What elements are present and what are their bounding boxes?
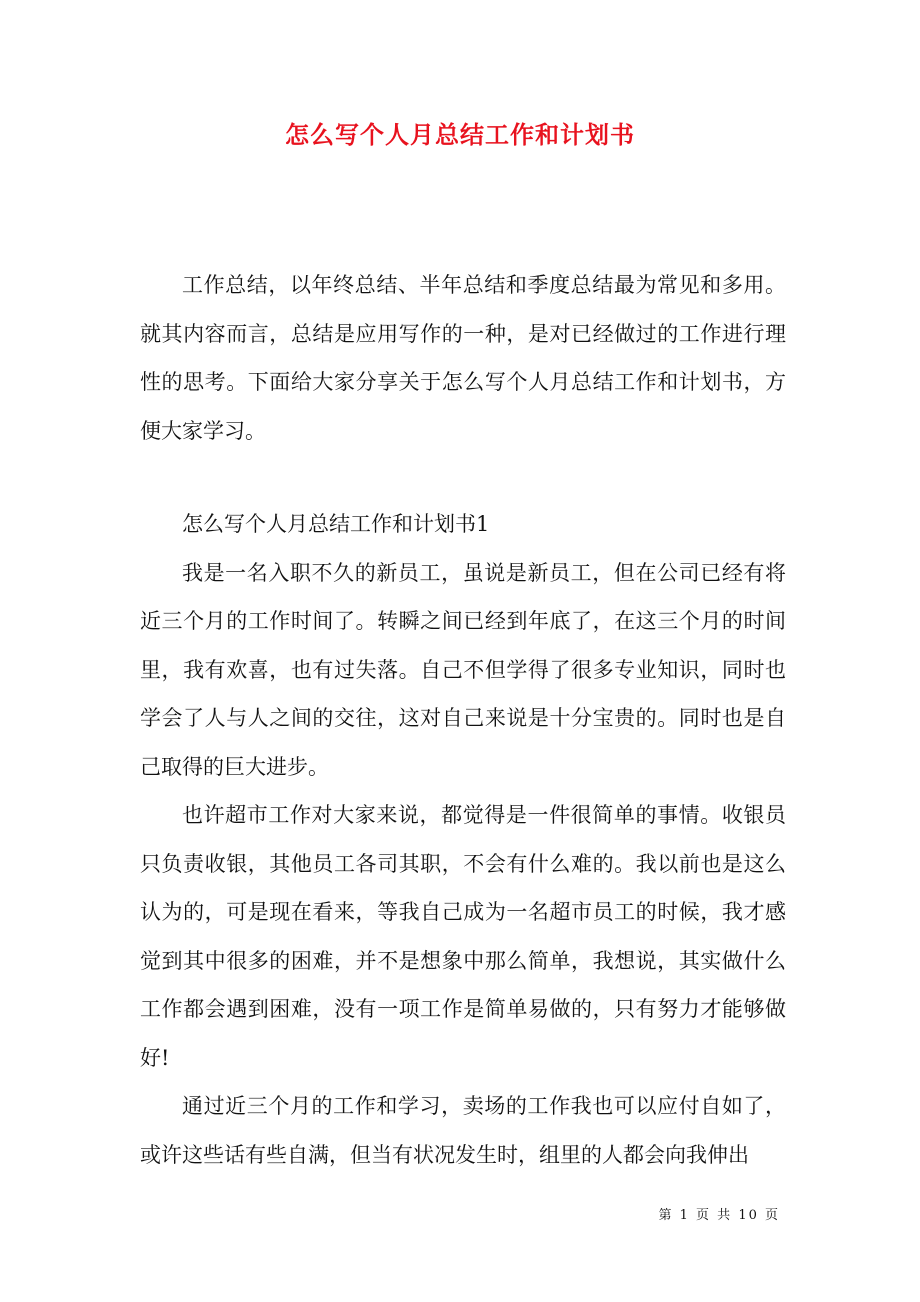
page-number-footer: 第 1 页 共 10 页 <box>658 1208 780 1223</box>
section-heading: 怎么写个人月总结工作和计划书1 <box>182 512 490 536</box>
body-paragraph-1: 我是一名入职不久的新员工，虽说是新员工，但在公司已经有将近三个月的工作时间了。转瞬之间已经到年底了，在这三个月的时间里，我有欢喜，也有过失落。自己不但学得了很多专业知识，同时也学会了人与人之间的交往，这对自己来说是十分宝贵的。同时也是自己取得的巨大进步。 <box>140 560 786 779</box>
body-paragraph-3: 通过近三个月的工作和学习，卖场的工作我也可以应付自如了，或许这些话有些自满，但当有状况发生时，组里的人都会向我伸出 <box>140 1094 786 1167</box>
document-title: 怎么写个人月总结工作和计划书 <box>285 120 635 149</box>
section-block <box>140 500 786 1179</box>
intro-block <box>140 261 786 455</box>
intro-paragraph: 工作总结，以年终总结、半年总结和季度总结最为常见和多用。就其内容而言，总结是应用写作的一种，是对已经做过的工作进行理性的思考。下面给大家分享关于怎么写个人月总结工作和计划书，方便大家学习。 <box>140 273 786 443</box>
body-paragraph-2: 也许超市工作对大家来说，都觉得是一件很简单的事情。收银员只负责收银，其他员工各司其职，不会有什么难的。我以前也是这么认为的，可是现在看来，等我自己成为一名超市员工的时候，我才感觉到其中很多的困难，并不是想象中那么简单，我想说，其实做什么工作都会遇到困难，没有一项工作是简单易做的，只有努力才能够做好! <box>140 803 786 1070</box>
